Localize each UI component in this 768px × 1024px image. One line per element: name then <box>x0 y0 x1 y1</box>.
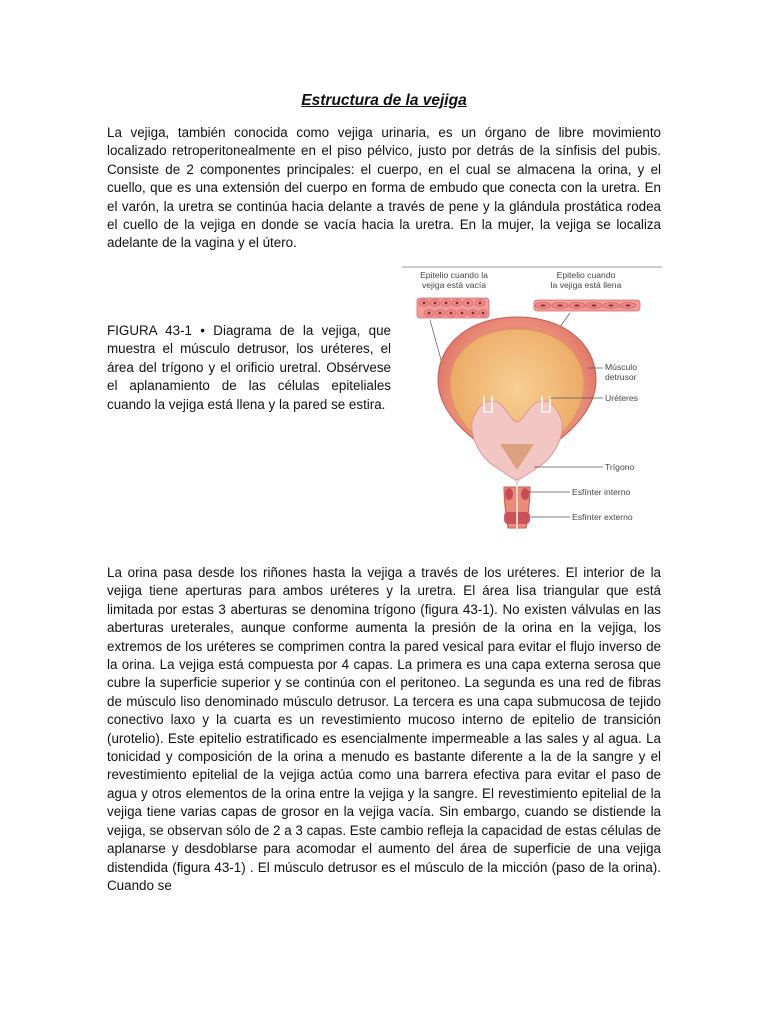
internal-sphincter-right <box>521 488 529 500</box>
body-paragraph: La orina pasa desde los riñones hasta la vejiga a través de los uréteres. El interior de la vejiga tiene aperturas para ambos uréteres y la uretra. El área lisa triangular que está limitada por estas 3 aberturas se denomina trígono (figura 43-1). No existen válvulas en las aberturas ureterales, aunque conforme aumenta la presión de la orina en la vejiga, los extremos de los uréteres se comprimen contra la pared vesical para evitar el flujo inverso de la orina. La vejiga está compuesta por 4 capas. La primera es una capa externa serosa que cubre la superficie superior y se continúa con el peritoneo. La segunda es una red de fibras de músculo liso denominado músculo detrusor. La tercera es una capa submucosa de tejido conectivo laxo y la cuarta es un revestimiento mucoso interno de epitelio de transición (urotelio). Este epitelio estratificado es esencialmente impermeable a las sales y al agua. La tonicidad y composición de la orina a menudo es bastante diferente a la de la sangre y el revestimiento epitelial de la vejiga actúa como una barrera efectiva para evitar el paso de agua y otros elementos de la orina entre la vejiga y la sangre. El revestimiento epitelial de la vejiga tiene varias capas de grosor en la vejiga vacía. Sin embargo, cuando se distiende la vejiga, se observan sólo de 2 a 3 capas. Este cambio refleja la capacidad de estas células de aplanarse y desdoblarse para acomodar el aumento del área de superficie de una vejiga distendida (figura 43-1) . El músculo detrusor es el músculo de la micción (paso de la orina). Cuando se <box>107 565 661 893</box>
label-external-sphincter: Esfínter externo <box>572 512 633 522</box>
bladder-diagram <box>400 262 662 534</box>
label-trigone: Trígono <box>605 462 635 472</box>
label-internal-sphincter: Esfínter interno <box>572 487 631 497</box>
intro-paragraph: La vejiga, también conocida como vejiga urinaria, es un órgano de libre movimiento localizado retroperitonealmente en el piso pélvico, justo por detrás de la sínfisis del pubis. Consiste de 2 componentes principales: el cuerpo, en el cual se almacena la orina, y el cuello, que es una extensión del cuerpo en forma de embudo que conecta con la uretra. En el varón, la uretra se continúa hacia delante a través de pene y la glándula prostática rodea el cuello de la vejiga en donde se vacía hacia la uretra. En la mujer, la vejiga se localiza adelante de la vagina y el útero. <box>107 125 661 251</box>
label-empty-epithelium: Epitelio cuando la vejiga está vacía <box>420 270 488 290</box>
label-full-epithelium: Epitelio cuando la vejiga está llena <box>550 270 622 290</box>
internal-sphincter-left <box>505 488 513 500</box>
label-ureters: Uréteres <box>605 393 638 403</box>
empty-epithelium-cells <box>417 298 489 318</box>
label-detrusor-muscle: Músculo detrusor <box>605 362 637 382</box>
full-epithelium-cells <box>534 300 640 311</box>
page-title: Estructura de la vejiga <box>301 92 467 109</box>
figure-caption: FIGURA 43-1 • Diagrama de la vejiga, que muestra el músculo detrusor, los uréteres, el área del trígono y el orificio uretral. Obsérvese el aplanamiento de las células epiteliales cuando la vejiga está llena y la pared se estira. <box>107 323 391 412</box>
